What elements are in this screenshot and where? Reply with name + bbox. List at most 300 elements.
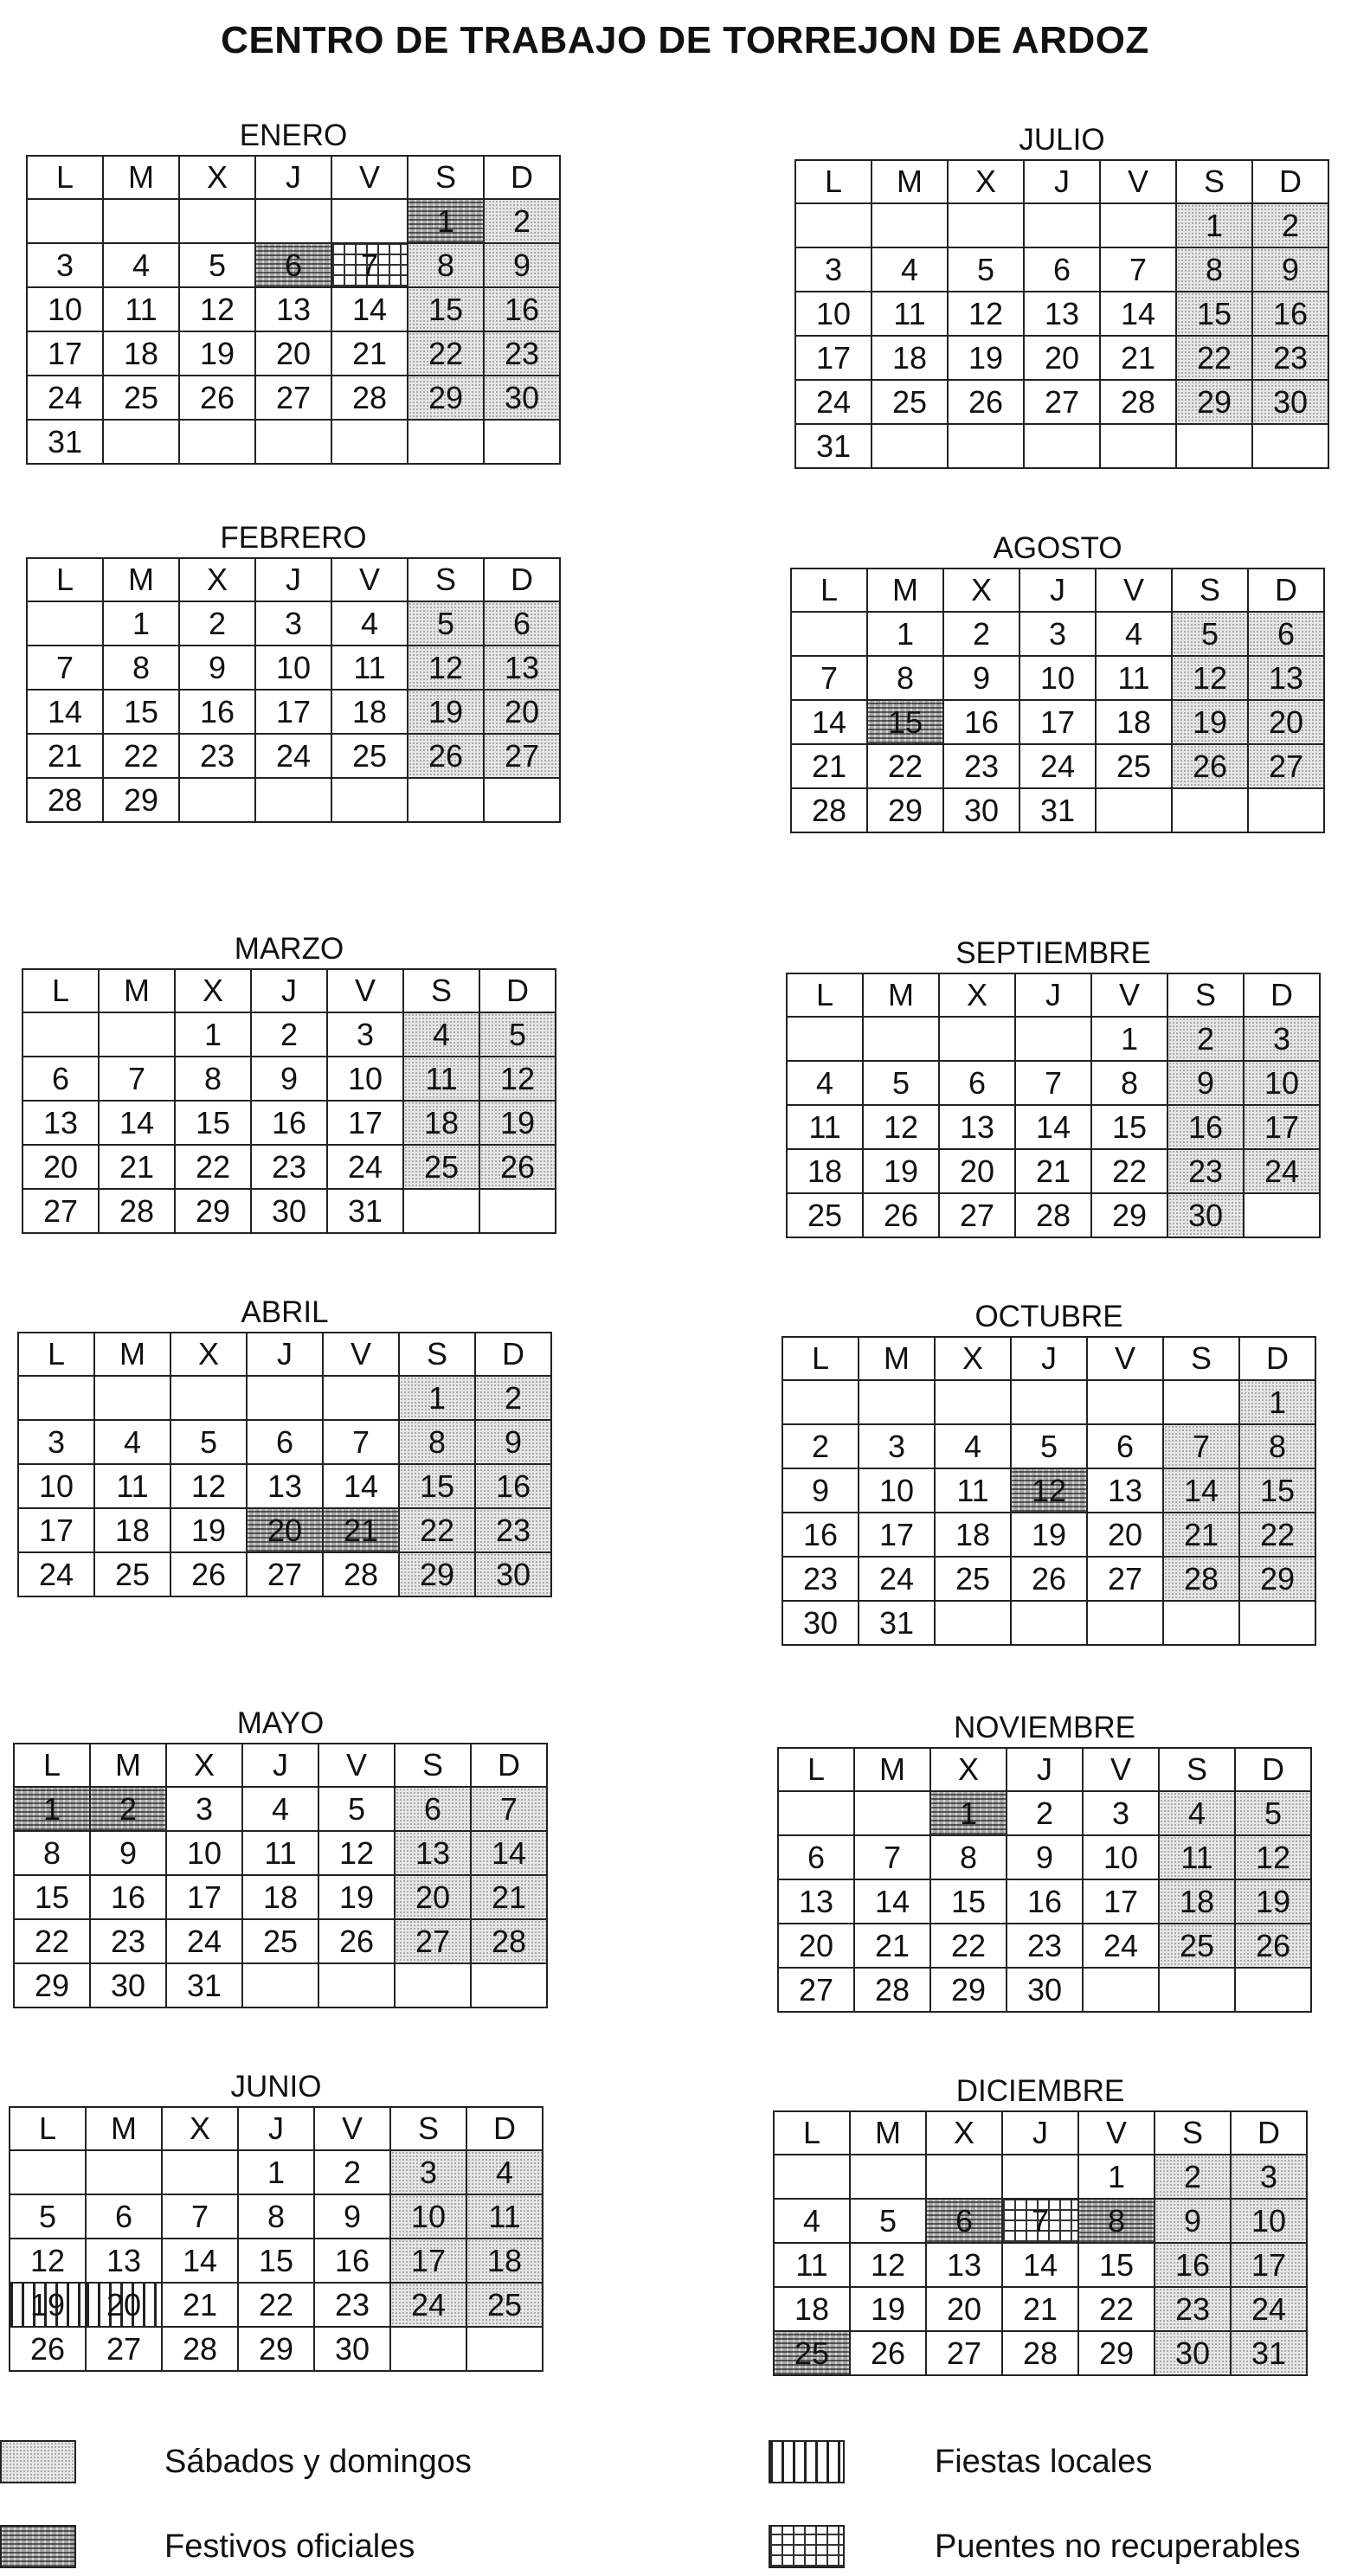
day-cell: 21 [162, 2283, 238, 2327]
day-cell: 31 [795, 424, 872, 468]
month-octubre [781, 1298, 1316, 1646]
empty-cell [939, 1017, 1015, 1061]
day-cell: 29 [399, 1552, 475, 1596]
day-cell: 27 [778, 1968, 854, 2012]
day-cell: 30 [251, 1189, 327, 1233]
weekday-header: V [1087, 1337, 1163, 1380]
day-cell: 7 [27, 646, 103, 690]
day-cell: 3 [27, 243, 103, 287]
day-cell: 5 [850, 2199, 926, 2243]
day-cell: 10 [795, 292, 872, 336]
day-cell: 9 [90, 1831, 166, 1875]
weekday-header: V [323, 1333, 399, 1376]
day-cell: 9 [1167, 1061, 1244, 1105]
empty-cell [471, 1963, 547, 2007]
day-cell: 2 [484, 199, 560, 243]
empty-cell [466, 2327, 543, 2371]
week-row [27, 331, 560, 376]
month-table [786, 973, 1321, 1238]
weekday-header: L [782, 1337, 859, 1380]
day-cell: 13 [1024, 292, 1100, 336]
day-cell: 13 [939, 1105, 1015, 1149]
week-row [778, 1879, 1311, 1924]
empty-cell [850, 2155, 926, 2199]
month-title: ABRIL [241, 1295, 329, 1329]
weekday-header-row [795, 160, 1328, 203]
day-cell: 2 [314, 2150, 390, 2194]
empty-cell [1011, 1380, 1087, 1424]
week-row [791, 788, 1324, 832]
weekday-header: D [479, 969, 556, 1012]
week-row [27, 601, 560, 646]
day-cell: 3 [390, 2150, 466, 2194]
day-cell: 3 [18, 1420, 94, 1464]
day-cell: 6 [247, 1420, 323, 1464]
day-cell: 27 [926, 2331, 1002, 2375]
week-row [23, 1101, 556, 1145]
day-cell: 19 [170, 1508, 247, 1552]
day-cell: 1 [408, 199, 484, 243]
week-row [791, 612, 1324, 656]
week-row [782, 1468, 1315, 1513]
day-cell: 13 [1248, 656, 1324, 700]
empty-cell [27, 601, 103, 646]
weekday-header: X [935, 1337, 1011, 1380]
day-cell: 4 [94, 1420, 170, 1464]
day-cell: 10 [18, 1464, 94, 1508]
day-cell: 11 [1096, 656, 1172, 700]
day-cell: 16 [179, 690, 255, 734]
weekday-header: V [1096, 569, 1172, 612]
day-cell: 26 [479, 1145, 556, 1189]
day-cell: 24 [1083, 1924, 1159, 1968]
day-cell: 8 [1078, 2199, 1155, 2243]
day-cell: 20 [86, 2283, 162, 2327]
day-cell: 1 [399, 1376, 475, 1420]
weekday-header: D [1244, 973, 1320, 1017]
day-cell: 12 [10, 2239, 86, 2283]
empty-cell [403, 1189, 479, 1233]
week-row [791, 656, 1324, 700]
empty-cell [1011, 1601, 1087, 1645]
month-table [17, 1332, 552, 1597]
weekday-header: S [408, 558, 484, 601]
empty-cell [1100, 203, 1176, 247]
day-cell: 11 [94, 1464, 170, 1508]
day-cell: 17 [859, 1513, 935, 1557]
weekday-header: M [854, 1748, 930, 1791]
day-cell: 21 [1015, 1149, 1091, 1193]
day-cell: 9 [251, 1057, 327, 1101]
day-cell: 30 [484, 376, 560, 420]
day-cell: 21 [1002, 2287, 1078, 2331]
day-cell: 2 [1007, 1791, 1083, 1835]
empty-cell [872, 424, 948, 468]
day-cell: 19 [1172, 700, 1248, 744]
day-cell: 12 [863, 1105, 939, 1149]
day-cell: 4 [403, 1012, 479, 1057]
weekday-header: J [1019, 569, 1096, 612]
legend-label-local: Fiestas locales [935, 2444, 1153, 2480]
day-cell: 8 [14, 1831, 90, 1875]
week-row [23, 1145, 556, 1189]
day-cell: 6 [1248, 612, 1324, 656]
day-cell: 25 [1159, 1924, 1235, 1968]
day-cell: 15 [175, 1101, 251, 1145]
month-julio [794, 121, 1329, 469]
week-row [782, 1557, 1315, 1601]
month-enero [26, 117, 561, 465]
empty-cell [484, 420, 560, 464]
weekday-header: V [318, 1744, 395, 1787]
day-cell: 5 [479, 1012, 556, 1057]
weekday-header: J [255, 156, 331, 199]
day-cell: 10 [1231, 2199, 1307, 2243]
day-cell: 11 [403, 1057, 479, 1101]
day-cell: 26 [179, 376, 255, 420]
day-cell: 12 [1172, 656, 1248, 700]
day-cell: 19 [850, 2287, 926, 2331]
weekday-header: J [251, 969, 327, 1012]
month-title: NOVIEMBRE [953, 1711, 1136, 1744]
day-cell: 29 [1176, 380, 1252, 424]
week-row [27, 420, 560, 464]
weekday-header: V [331, 558, 408, 601]
day-cell: 15 [1078, 2243, 1155, 2287]
day-cell: 7 [471, 1787, 547, 1831]
day-cell: 24 [390, 2283, 466, 2327]
day-cell: 23 [1167, 1149, 1244, 1193]
day-cell: 24 [255, 734, 331, 778]
empty-cell [1235, 1968, 1311, 2012]
empty-cell [859, 1380, 935, 1424]
empty-cell [331, 199, 408, 243]
day-cell: 23 [782, 1557, 859, 1601]
day-cell: 14 [1015, 1105, 1091, 1149]
day-cell: 5 [948, 247, 1024, 292]
day-cell: 24 [859, 1557, 935, 1601]
empty-cell [255, 778, 331, 822]
month-table [22, 968, 556, 1234]
empty-cell [1002, 2155, 1078, 2199]
weekday-header: L [778, 1748, 854, 1791]
weekday-header: L [774, 2111, 850, 2155]
empty-cell [787, 1017, 863, 1061]
day-cell: 9 [1007, 1835, 1083, 1879]
weekday-header: D [1239, 1337, 1315, 1380]
week-row [778, 1835, 1311, 1879]
day-cell: 7 [331, 243, 408, 287]
day-cell: 6 [484, 601, 560, 646]
day-cell: 1 [1239, 1380, 1315, 1424]
day-cell: 18 [94, 1508, 170, 1552]
empty-cell [86, 2150, 162, 2194]
weekday-header: M [94, 1333, 170, 1376]
week-row [23, 1189, 556, 1233]
day-cell: 24 [27, 376, 103, 420]
day-cell: 13 [86, 2239, 162, 2283]
day-cell: 27 [484, 734, 560, 778]
day-cell: 23 [314, 2283, 390, 2327]
day-cell: 7 [1163, 1424, 1239, 1468]
local-holiday-swatch [769, 2440, 845, 2483]
day-cell: 20 [1024, 336, 1100, 380]
month-abril [17, 1294, 552, 1597]
empty-cell [247, 1376, 323, 1420]
month-table [26, 557, 561, 823]
day-cell: 24 [1019, 744, 1096, 788]
bridge-day-swatch [769, 2525, 845, 2568]
week-row [10, 2283, 543, 2327]
day-cell: 15 [408, 287, 484, 331]
weekday-header: L [18, 1333, 94, 1376]
empty-cell [162, 2150, 238, 2194]
day-cell: 21 [331, 331, 408, 376]
day-cell: 21 [791, 744, 867, 788]
day-cell: 30 [1167, 1193, 1244, 1237]
day-cell: 16 [475, 1464, 551, 1508]
day-cell: 23 [1007, 1924, 1083, 1968]
empty-cell [103, 420, 179, 464]
day-cell: 29 [14, 1963, 90, 2007]
weekday-header: M [850, 2111, 926, 2155]
day-cell: 26 [850, 2331, 926, 2375]
week-row [10, 2150, 543, 2194]
day-cell: 31 [859, 1601, 935, 1645]
day-cell: 9 [943, 656, 1019, 700]
empty-cell [331, 420, 408, 464]
day-cell: 7 [1100, 247, 1176, 292]
day-cell: 18 [935, 1513, 1011, 1557]
day-cell: 11 [466, 2194, 543, 2239]
week-row [791, 744, 1324, 788]
week-row [18, 1420, 551, 1464]
day-cell: 3 [1019, 612, 1096, 656]
empty-cell [27, 199, 103, 243]
day-cell: 4 [787, 1061, 863, 1105]
weekday-header: S [408, 156, 484, 199]
weekday-header-row [774, 2111, 1307, 2155]
month-table [794, 159, 1329, 469]
day-cell: 20 [395, 1875, 471, 1919]
day-cell: 2 [1167, 1017, 1244, 1061]
day-cell: 22 [103, 734, 179, 778]
day-cell: 9 [1155, 2199, 1231, 2243]
day-cell: 23 [251, 1145, 327, 1189]
day-cell: 7 [1002, 2199, 1078, 2243]
month-table [781, 1336, 1316, 1646]
weekday-header: L [27, 156, 103, 199]
empty-cell [255, 199, 331, 243]
day-cell: 21 [471, 1875, 547, 1919]
day-cell: 13 [778, 1879, 854, 1924]
week-row [27, 690, 560, 734]
weekday-header: S [395, 1744, 471, 1787]
weekday-header: J [247, 1333, 323, 1376]
day-cell: 21 [854, 1924, 930, 1968]
day-cell: 22 [408, 331, 484, 376]
day-cell: 27 [23, 1189, 99, 1233]
week-row [27, 646, 560, 690]
day-cell: 1 [930, 1791, 1007, 1835]
week-row [778, 1791, 1311, 1835]
week-row [14, 1963, 547, 2007]
day-cell: 6 [939, 1061, 1015, 1105]
weekday-header: S [1172, 569, 1248, 612]
week-row [18, 1508, 551, 1552]
day-cell: 27 [395, 1919, 471, 1963]
empty-cell [408, 420, 484, 464]
day-cell: 23 [943, 744, 1019, 788]
day-cell: 8 [238, 2194, 314, 2239]
month-title: ENERO [239, 119, 348, 152]
day-cell: 1 [238, 2150, 314, 2194]
weekday-header-row [23, 969, 556, 1012]
page-title: CENTRO DE TRABAJO DE TORREJON DE ARDOZ [221, 19, 1149, 61]
day-cell: 9 [484, 243, 560, 287]
weekday-header-row [791, 569, 1324, 612]
weekday-header: S [1167, 973, 1244, 1017]
day-cell: 14 [471, 1831, 547, 1875]
empty-cell [242, 1963, 318, 2007]
day-cell: 19 [863, 1149, 939, 1193]
day-cell: 12 [318, 1831, 395, 1875]
day-cell: 6 [1024, 247, 1100, 292]
day-cell: 12 [1235, 1835, 1311, 1879]
month-title: SEPTIEMBRE [955, 936, 1151, 970]
day-cell: 17 [1231, 2243, 1307, 2287]
day-cell: 28 [1100, 380, 1176, 424]
day-cell: 17 [27, 331, 103, 376]
day-cell: 17 [255, 690, 331, 734]
weekday-header: M [103, 156, 179, 199]
empty-cell [854, 1791, 930, 1835]
day-cell: 16 [484, 287, 560, 331]
month-table [13, 1743, 548, 2008]
day-cell: 19 [1011, 1513, 1087, 1557]
weekday-header: J [255, 558, 331, 601]
day-cell: 25 [1096, 744, 1172, 788]
day-cell: 10 [1019, 656, 1096, 700]
day-cell: 5 [179, 243, 255, 287]
day-cell: 25 [94, 1552, 170, 1596]
empty-cell [1248, 788, 1324, 832]
weekday-header: D [1231, 2111, 1307, 2155]
day-cell: 16 [1155, 2243, 1231, 2287]
month-febrero [26, 519, 561, 823]
empty-cell [948, 203, 1024, 247]
weekday-header-row [14, 1744, 547, 1787]
day-cell: 7 [791, 656, 867, 700]
day-cell: 22 [1091, 1149, 1167, 1193]
day-cell: 8 [408, 243, 484, 287]
week-row [774, 2331, 1307, 2375]
empty-cell [179, 199, 255, 243]
day-cell: 18 [787, 1149, 863, 1193]
empty-cell [935, 1601, 1011, 1645]
day-cell: 7 [162, 2194, 238, 2239]
day-cell: 1 [103, 601, 179, 646]
day-cell: 9 [179, 646, 255, 690]
month-table [9, 2106, 543, 2372]
weekday-header: M [103, 558, 179, 601]
weekday-header: L [27, 558, 103, 601]
day-cell: 12 [479, 1057, 556, 1101]
day-cell: 7 [99, 1057, 175, 1101]
weekday-header: X [162, 2107, 238, 2150]
weekday-header: D [1235, 1748, 1311, 1791]
day-cell: 27 [255, 376, 331, 420]
day-cell: 18 [774, 2287, 850, 2331]
day-cell: 20 [926, 2287, 1002, 2331]
day-cell: 2 [475, 1376, 551, 1420]
day-cell: 17 [166, 1875, 242, 1919]
day-cell: 30 [314, 2327, 390, 2371]
week-row [795, 424, 1328, 468]
weekday-header: S [403, 969, 479, 1012]
day-cell: 14 [323, 1464, 399, 1508]
day-cell: 25 [466, 2283, 543, 2327]
day-cell: 14 [791, 700, 867, 744]
day-cell: 26 [170, 1552, 247, 1596]
day-cell: 21 [1163, 1513, 1239, 1557]
weekday-header: X [179, 558, 255, 601]
weekday-header: M [86, 2107, 162, 2150]
day-cell: 27 [247, 1552, 323, 1596]
empty-cell [331, 778, 408, 822]
day-cell: 9 [314, 2194, 390, 2239]
day-cell: 14 [27, 690, 103, 734]
weekend-swatch [0, 2440, 76, 2483]
day-cell: 8 [1091, 1061, 1167, 1105]
day-cell: 2 [1252, 203, 1328, 247]
week-row [774, 2199, 1307, 2243]
day-cell: 5 [1235, 1791, 1311, 1835]
day-cell: 26 [948, 380, 1024, 424]
day-cell: 2 [1155, 2155, 1231, 2199]
month-table [777, 1747, 1312, 2013]
weekday-header-row [787, 973, 1320, 1017]
empty-cell [1083, 1968, 1159, 2012]
empty-cell [1163, 1601, 1239, 1645]
day-cell: 25 [403, 1145, 479, 1189]
empty-cell [791, 612, 867, 656]
empty-cell [408, 778, 484, 822]
day-cell: 25 [872, 380, 948, 424]
day-cell: 5 [170, 1420, 247, 1464]
day-cell: 23 [179, 734, 255, 778]
day-cell: 18 [466, 2239, 543, 2283]
day-cell: 28 [1002, 2331, 1078, 2375]
day-cell: 13 [1087, 1468, 1163, 1513]
day-cell: 18 [1159, 1879, 1235, 1924]
day-cell: 28 [162, 2327, 238, 2371]
day-cell: 19 [408, 690, 484, 734]
weekday-header: S [1159, 1748, 1235, 1791]
day-cell: 14 [162, 2239, 238, 2283]
day-cell: 28 [1163, 1557, 1239, 1601]
day-cell: 26 [1172, 744, 1248, 788]
day-cell: 28 [1015, 1193, 1091, 1237]
week-row [791, 700, 1324, 744]
day-cell: 30 [1007, 1968, 1083, 2012]
day-cell: 29 [1091, 1193, 1167, 1237]
day-cell: 3 [255, 601, 331, 646]
day-cell: 13 [926, 2243, 1002, 2287]
day-cell: 20 [939, 1149, 1015, 1193]
day-cell: 14 [854, 1879, 930, 1924]
empty-cell [323, 1376, 399, 1420]
